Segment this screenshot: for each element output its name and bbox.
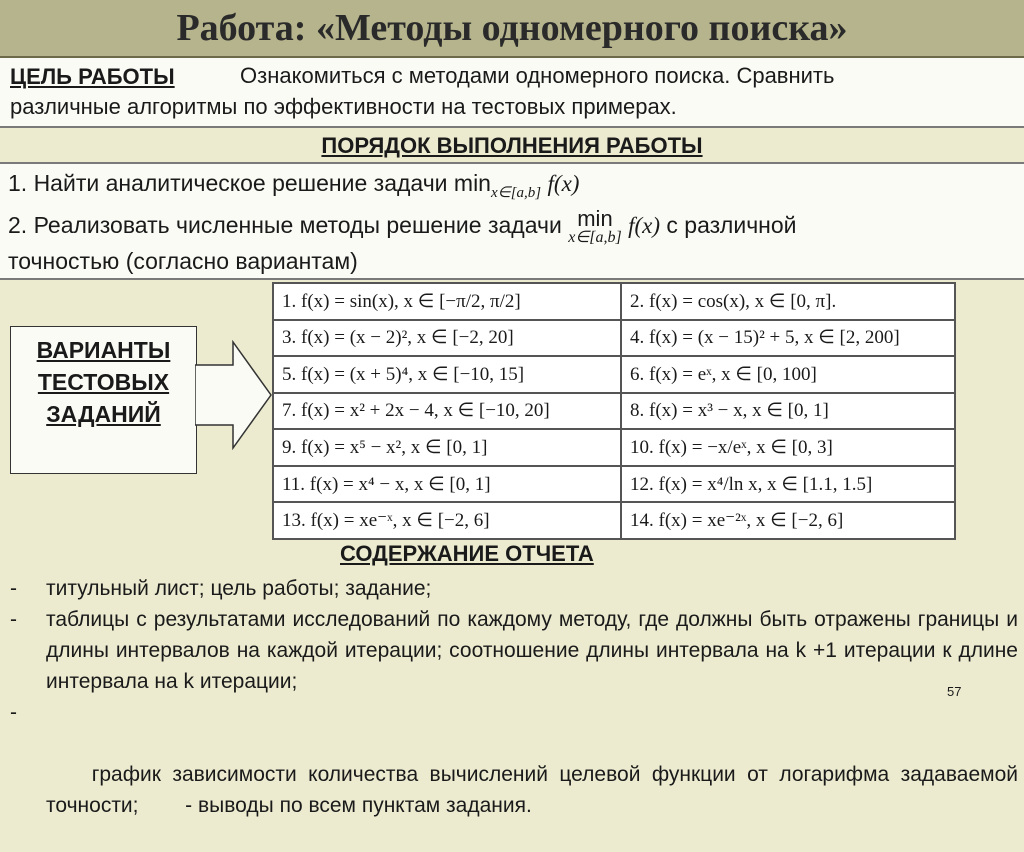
steps-section [0,164,1024,280]
step-1-subscript: x∈[a,b] [490,185,542,201]
list-dash: - [10,701,17,724]
step-2-text: 2. Реализовать численные методы решение задачи [8,212,562,239]
step-1-function: f(x) [547,171,580,196]
table-row [273,502,955,539]
step-1-text: 1. Найти аналитическое решение задачи min [8,170,491,196]
variant-cell: 7. f(x) = x² + 2x − 4, x ∈ [−10, 20] [273,393,621,430]
variant-cell: 8. f(x) = x³ − x, x ∈ [0, 1] [621,393,955,430]
step-2 [8,208,797,246]
report-item [8,573,1018,604]
table-row [273,283,955,320]
variants-label-box [10,326,197,474]
report-heading: СОДЕРЖАНИЕ ОТЧЕТА [340,541,594,566]
report-item-text: таблицы с результатами исследований по каждому методу, где должны быть отражены границы и длины интервалов на каждой итерации; соотношение длины интервала на k +1 итерации к длине интервала на k итерации; [46,608,1018,693]
variants-table [272,282,956,540]
report-item-text: титульный лист; цель работы; задание; [46,577,432,600]
variant-cell: 5. f(x) = (x + 5)⁴, x ∈ [−10, 15] [273,356,621,393]
variant-cell: 14. f(x) = xe⁻²ˣ, x ∈ [−2, 6] [621,502,955,539]
variant-cell: 2. f(x) = cos(x), x ∈ [0, π]. [621,283,955,320]
goal-section [0,58,1024,128]
variant-cell: 11. f(x) = x⁴ − x, x ∈ [0, 1] [273,466,621,503]
order-heading-bar [0,128,1024,164]
list-dash: - [10,577,17,600]
step-2-function: f(x) [628,213,661,239]
title-bar [0,0,1024,58]
report-item [8,697,1024,852]
variant-cell: 9. f(x) = x⁵ − x², x ∈ [0, 1] [273,429,621,466]
variant-cell: 13. f(x) = xe⁻ˣ, x ∈ [−2, 6] [273,502,621,539]
report-item-text: график зависимости количества вычислений целевой функции от логарифма задаваемой точности; - выводы по всем пунктам задания. [46,763,1024,817]
report-list [8,573,1024,852]
variant-cell: 1. f(x) = sin(x), x ∈ [−π/2, π/2] [273,283,621,320]
table-row [273,356,955,393]
table-row [273,429,955,466]
variants-label-line-1: ВАРИАНТЫ [36,337,171,363]
variant-cell: 6. f(x) = eˣ, x ∈ [0, 100] [621,356,955,393]
goal-text-line2: различные алгоритмы по эффективности на тестовых примерах. [10,94,677,119]
variants-label-line-3: ЗАДАНИЙ [46,401,161,427]
table-row [273,466,955,503]
right-arrow-icon [195,340,273,450]
order-heading: ПОРЯДОК ВЫПОЛНЕНИЯ РАБОТЫ [321,133,703,158]
goal-text-line1: Ознакомиться с методами одномерного поиска. Сравнить [240,63,835,88]
goal-label: ЦЕЛЬ РАБОТЫ [10,64,175,89]
report-item [8,604,1018,697]
step-2-tail: с различной [666,212,797,239]
variant-cell: 12. f(x) = x⁴/ln x, x ∈ [1.1, 1.5] [621,466,955,503]
step-2-continued: точностью (согласно вариантам) [8,248,358,274]
list-dash: - [10,608,17,631]
step-1 [8,170,579,202]
slide-title: Работа: «Методы одномерного поиска» [176,7,848,49]
variant-cell: 3. f(x) = (x − 2)², x ∈ [−2, 20] [273,320,621,357]
variant-cell: 4. f(x) = (x − 15)² + 5, x ∈ [2, 200] [621,320,955,357]
table-row [273,393,955,430]
page-number: 57 [947,684,962,699]
variants-label-line-2: ТЕСТОВЫХ [37,369,170,395]
table-row [273,320,955,357]
step-2-min-operator: min x∈[a,b] [568,206,622,246]
variant-cell: 10. f(x) = −x/eˣ, x ∈ [0, 3] [621,429,955,466]
